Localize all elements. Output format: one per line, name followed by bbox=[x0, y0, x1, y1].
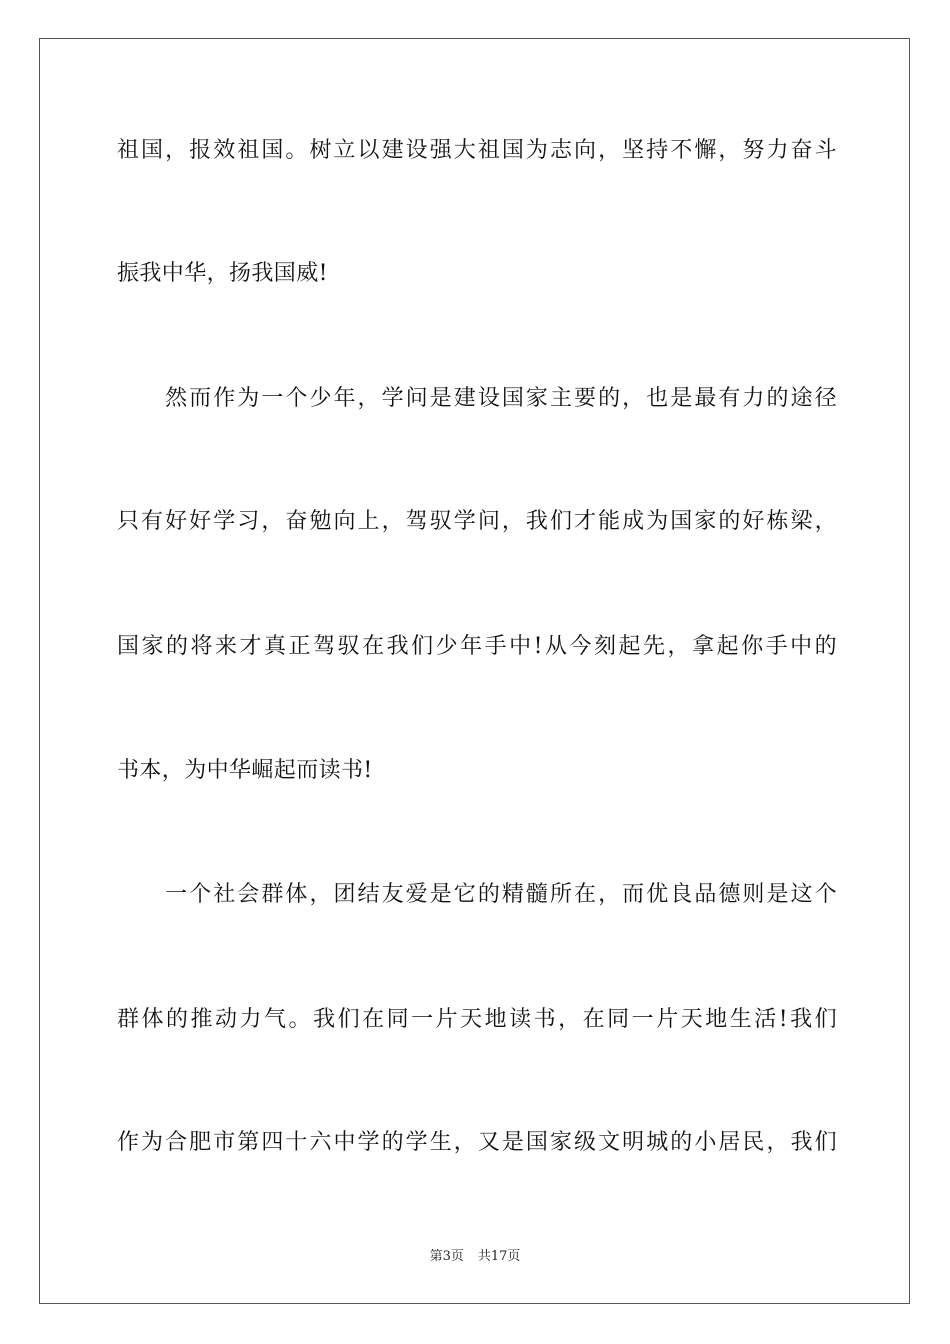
page-number-label: 第3页 bbox=[429, 1249, 464, 1264]
body-text-line-3: 然而作为一个少年，学问是建设国家主要的，也是最有力的途径 bbox=[117, 386, 837, 411]
body-text-line-9: 作为合肥市第四十六中学的学生，又是国家级文明城的小居民，我们 bbox=[117, 1130, 837, 1155]
body-text-line-4: 只有好好学习，奋勉向上，驾驭学问，我们才能成为国家的好栋梁， bbox=[117, 509, 837, 534]
page-footer bbox=[0, 1248, 950, 1266]
page-frame bbox=[39, 38, 910, 1304]
body-text-line-6: 书本，为中华崛起而读书! bbox=[117, 758, 373, 783]
body-text-line-8: 群体的推动力气。我们在同一片天地读书，在同一片天地生活!我们 bbox=[117, 1007, 837, 1032]
body-text-line-5: 国家的将来才真正驾驭在我们少年手中!从今刻起先，拿起你手中的 bbox=[117, 634, 837, 659]
body-text-line-7: 一个社会群体，团结友爱是它的精髓所在，而优良品德则是这个 bbox=[117, 882, 837, 907]
total-pages-label: 共17页 bbox=[477, 1249, 521, 1264]
body-text-line-2: 振我中华，扬我国威! bbox=[117, 261, 328, 286]
body-text-line-1: 祖国，报效祖国。树立以建设强大祖国为志向，坚持不懈，努力奋斗 bbox=[117, 138, 837, 163]
